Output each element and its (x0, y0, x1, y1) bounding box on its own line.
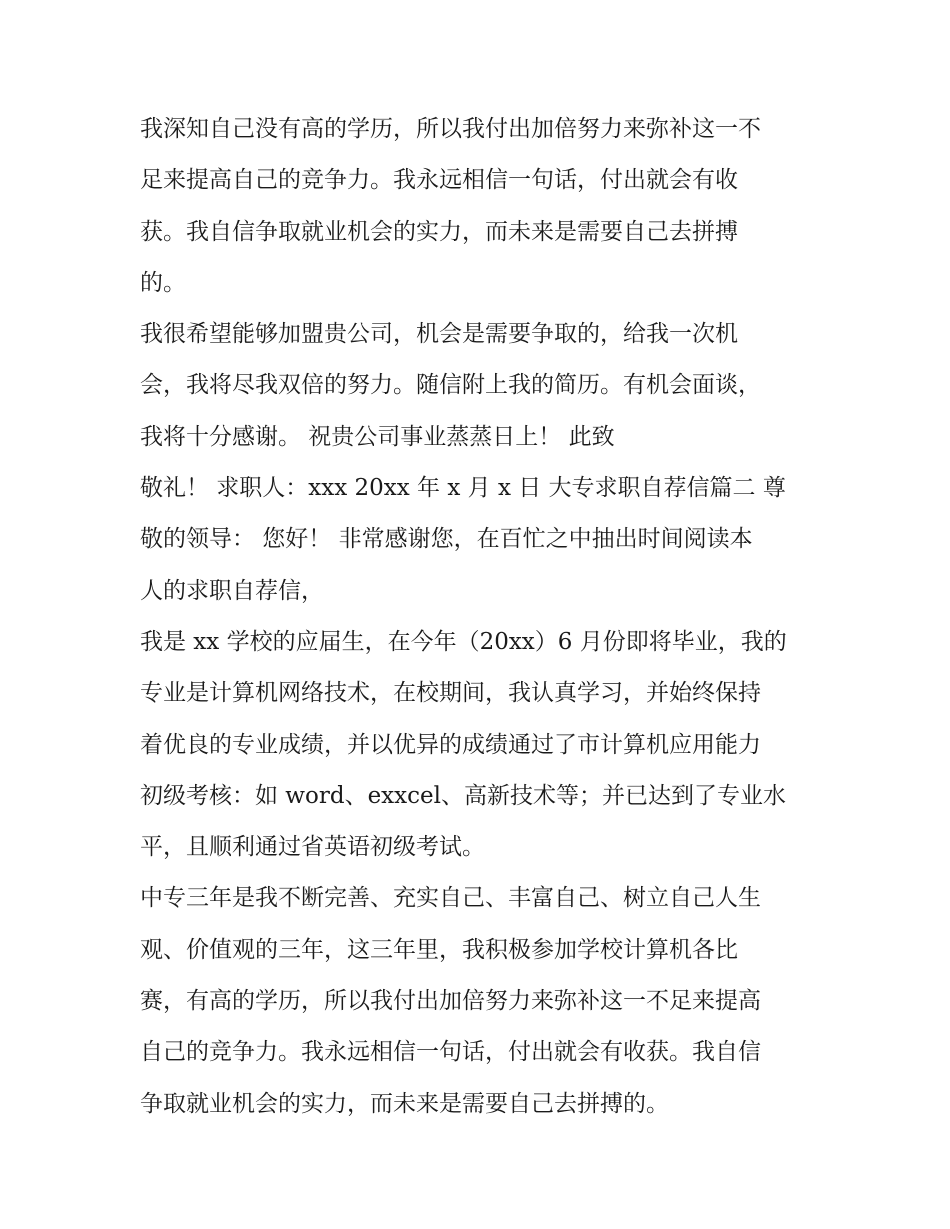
text-line: 专业是计算机网络技术，在校期间，我认真学习，并始终保持 (140, 680, 761, 707)
text-line: 观、价值观的三年，这三年里，我积极参加学校计算机各比 (140, 936, 738, 963)
text-line: 着优良的专业成绩，并以优异的成绩通过了市计算机应用能力 (140, 731, 761, 758)
text-line: 赛，有高的学历，所以我付出加倍努力来弥补这一不足来提高 (140, 988, 761, 1015)
text-line: 人的求职自荐信， (140, 577, 324, 604)
document-body-text (140, 104, 812, 1130)
text-line: 初级考核：如 word、exxcel、高新技术等；并已达到了专业水 (140, 782, 786, 809)
text-line: 中专三年是我不断完善、充实自己、丰富自己、树立自己人生 (140, 885, 761, 912)
text-line: 我很希望能够加盟贵公司，机会是需要争取的，给我一次机 (140, 321, 738, 348)
text-line: 我深知自己没有高的学历，所以我付出加倍努力来弥补这一不 (140, 116, 761, 142)
text-line: 会，我将尽我双倍的努力。随信附上我的简历。有机会面谈， (140, 372, 761, 399)
text-line: 足来提高自己的竞争力。我永远相信一句话，付出就会有收 (140, 167, 738, 194)
text-line: 获。我自信争取就业机会的实力，而未来是需要自己去拼搏 (140, 218, 738, 245)
text-line: 我将十分感谢。 祝贵公司事业蒸蒸日上！ 此致 (140, 423, 615, 450)
text-line: 敬礼！ 求职人：xxx 20xx 年 x 月 x 日 大专求职自荐信篇二 尊 (140, 475, 786, 502)
text-line: 敬的领导： 您好！ 非常感谢您，在百忙之中抽出时间阅读本 (140, 526, 753, 553)
text-line: 我是 xx 学校的应届生，在今年（20xx）6 月份即将毕业，我的 (140, 628, 787, 655)
text-line: 争取就业机会的实力，而未来是需要自己去拼搏的。 (140, 1090, 669, 1117)
text-line: 平，且顺利通过省英语初级考试。 (140, 834, 485, 861)
text-line: 的。 (140, 269, 186, 296)
text-line: 自己的竞争力。我永远相信一句话，付出就会有收获。我自信 (140, 1039, 761, 1066)
